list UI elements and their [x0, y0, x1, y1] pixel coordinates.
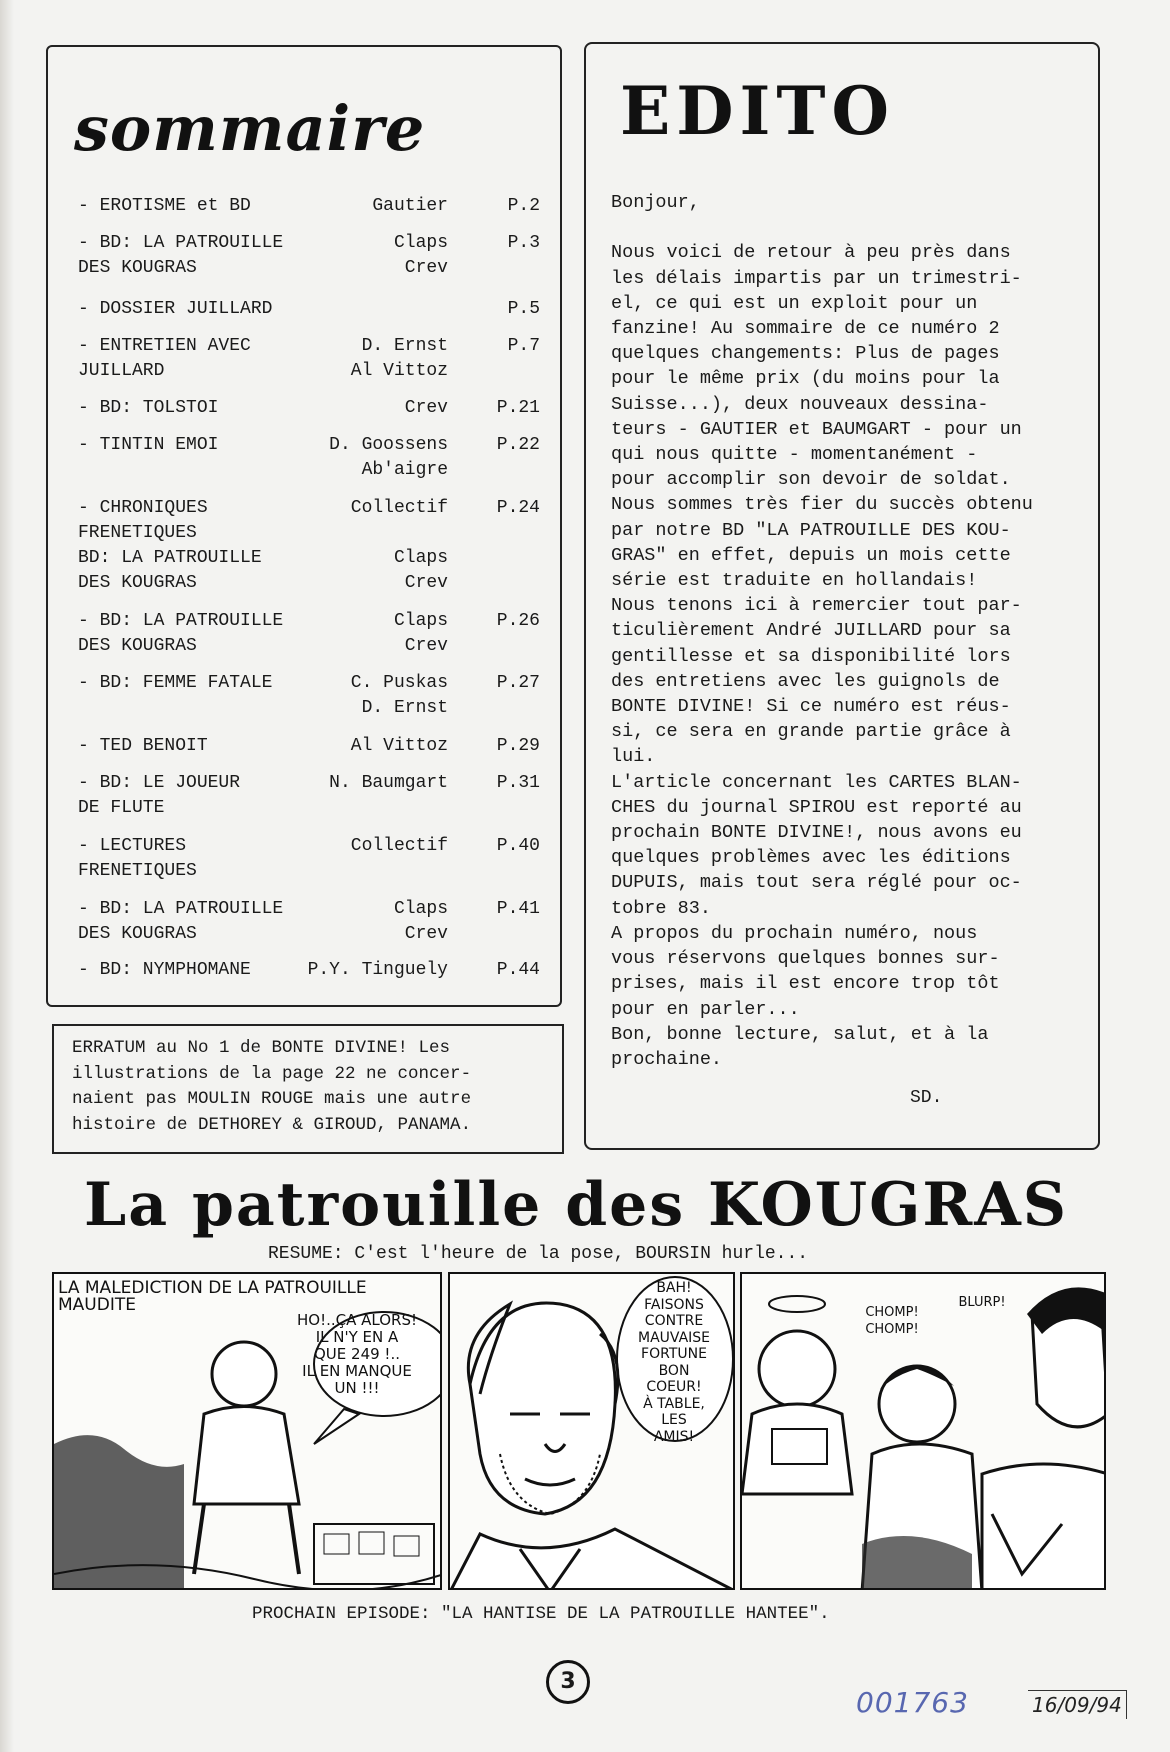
toc-entry-author: P.Y. Tinguely	[307, 960, 448, 980]
comic-panel-2	[448, 1272, 735, 1590]
toc-entry-page: P.22	[496, 435, 540, 455]
toc-entry-page: P.5	[507, 299, 540, 319]
panel-2-speech-bubble: BAH! FAISONS CONTRE MAUVAISE FORTUNE BON COEUR! À TABLE, LES AMIS!	[637, 1280, 711, 1445]
toc-entry-title: - DOSSIER JUILLARD	[78, 299, 273, 319]
toc-entry-page: P.7	[507, 336, 540, 356]
erratum-text: ERRATUM au No 1 de BONTE DIVINE! Les illustrations de la page 22 ne concer- naient pas MOULIN ROUGE mais une autre histoire de DETHOREY & GIROUD, PANAMA.	[72, 1038, 472, 1135]
toc-entry-author: D. Ernst Al Vittoz	[350, 336, 448, 381]
toc-entry-author: Collectif Claps Crev	[350, 498, 448, 593]
toc-entry-page: P.31	[496, 773, 540, 793]
toc-entry-author: Al Vittoz	[350, 736, 448, 756]
strip-title: La patrouille des KOUGRAS	[84, 1170, 1069, 1240]
toc-entry-author: D. Goossens Ab'aigre	[329, 435, 448, 480]
toc-entry-page: P.2	[507, 196, 540, 216]
edito-text: Bonjour, Nous voici de retour à peu près dans les délais impartis par un trimestri- el, ce qui est un exploit pour un fanzine! Au sommaire de ce numéro 2 quelques changements: Plus de pages pour le même prix (du moins pour la Suisse...), deux nouveaux dessina- teurs - GAUTIER et BAUMGART - pour un qui nous quitte - momentanément - pour accomplir son devoir de soldat. Nous sommes très fier du succès obtenu par notre BD "LA PATROUILLE DES KOU- GRAS" en effet, depuis un mois cette série est traduite en hollandais! Nous tenons ici à remercier tout par- ticulièrement André JUILLARD pour sa gentillesse et sa disponibilité lors des entretiens avec les guignols de BONTE DIVINE! Si ce numéro est réus- si, ce sera en grande partie grâce à lui. L'article concernant les CARTES BLAN- CHES du journal SPIROU est reporté au prochain BONTE DIVINE!, nous avons eu quelques problèmes avec les éditions DUPUIS, mais tout sera réglé pour oc- tobre 83. A propos du prochain numéro, nous vous réservons quelques bonnes sur- prises, mais il est encore trop tôt pour en parler... Bon, bonne lecture, salut, et à la prochaine.	[611, 192, 1033, 1070]
toc-entry-author: Claps Crev	[393, 899, 448, 944]
toc-entry-title: - ENTRETIEN AVEC JUILLARD	[78, 336, 251, 381]
toc-entry-author: Collectif	[350, 836, 448, 856]
comic-panel-1	[52, 1272, 442, 1590]
panel-1-caption: LA MALEDICTION DE LA PATROUILLE MAUDITE	[58, 1278, 367, 1315]
toc-entry-page: P.3	[507, 233, 540, 253]
toc-entry-page: P.26	[496, 611, 540, 631]
toc-entry-author: Gautier	[372, 196, 448, 216]
next-episode-caption: PROCHAIN EPISODE: "LA HANTISE DE LA PATROUILLE HANTEE".	[252, 1604, 830, 1624]
toc-entry-title: - EROTISME et BD	[78, 196, 251, 216]
toc-entry-title: - BD: TOLSTOI	[78, 398, 219, 418]
toc-entry-page: P.44	[496, 960, 540, 980]
toc-entry-author: Claps Crev	[393, 611, 448, 656]
page-number: 3	[546, 1660, 590, 1704]
toc-entry-title: - BD: LE JOUEUR DE FLUTE	[78, 773, 241, 818]
comic-panel-3	[740, 1272, 1106, 1590]
panel-3-sound-effect-chomp: CHOMP! CHOMP!	[865, 1305, 919, 1337]
toc-entry-author: C. Puskas D. Ernst	[350, 673, 448, 718]
toc-entry-page: P.29	[496, 736, 540, 756]
toc-entry-title: - BD: LA PATROUILLE DES KOUGRAS	[78, 233, 284, 278]
toc-entry-page: P.24	[496, 498, 540, 518]
toc-entry-title: - TED BENOIT	[78, 736, 208, 756]
paper-edge	[0, 0, 14, 1752]
toc-entry-page: P.21	[496, 398, 540, 418]
toc-entry-page: P.41	[496, 899, 540, 919]
toc-entry-title: - BD: LA PATROUILLE DES KOUGRAS	[78, 899, 284, 944]
edito-title: EDITO	[620, 72, 896, 150]
edito-signature: SD.	[910, 1088, 943, 1108]
toc-entry-author: Claps Crev	[393, 233, 448, 278]
toc-entry-title: - BD: LA PATROUILLE DES KOUGRAS	[78, 611, 284, 656]
toc-entry-page: P.40	[496, 836, 540, 856]
toc-entry-title: - LECTURES FRENETIQUES	[78, 836, 197, 881]
toc-entry-title: - CHRONIQUES FRENETIQUES BD: LA PATROUILLE DES KOUGRAS	[78, 498, 262, 593]
sommaire-title: sommaire	[74, 92, 426, 165]
strip-resume: RESUME: C'est l'heure de la pose, BOURSIN hurle...	[268, 1244, 809, 1264]
toc-entry-title: - BD: FEMME FATALE	[78, 673, 273, 693]
toc-entry-title: - TINTIN EMOI	[78, 435, 219, 455]
toc-entry-title: - BD: NYMPHOMANE	[78, 960, 251, 980]
toc-entry-author: Crev	[404, 398, 448, 418]
archive-number-handwritten: 001763	[856, 1686, 969, 1719]
panel-1-speech-bubble: HO!..ÇA ALORS! IL N'Y EN A QUE 249 !.. IL EN MANQUE UN !!!	[297, 1311, 417, 1397]
archive-date-handwritten: 16/09/94	[1028, 1690, 1127, 1719]
toc-entry-page: P.27	[496, 673, 540, 693]
panel-3-sound-effect-blurp: BLURP!	[958, 1295, 1006, 1310]
toc-entry-author: N. Baumgart	[329, 773, 448, 793]
